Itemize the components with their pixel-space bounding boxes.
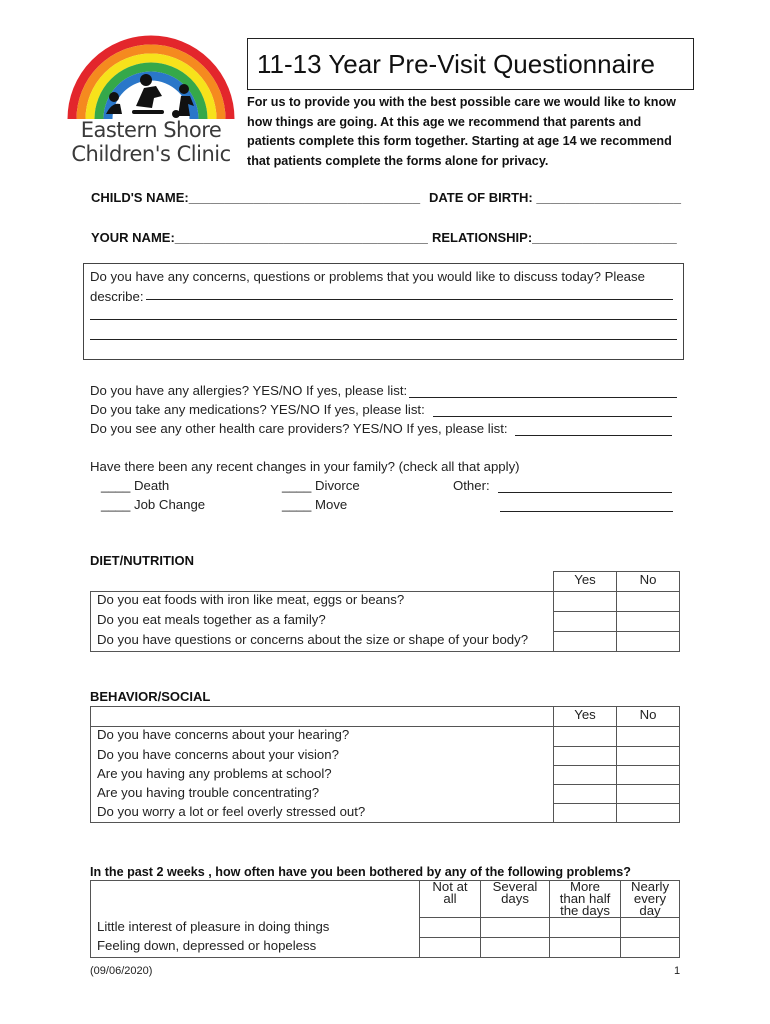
behavior-row-4-no[interactable] xyxy=(617,785,680,804)
phq-row-1: Little interest of pleasure in doing things xyxy=(91,918,420,938)
family-other-line-1[interactable] xyxy=(498,492,672,493)
diet-heading: DIET/NUTRITION xyxy=(90,553,194,568)
diet-row-2-yes[interactable] xyxy=(554,612,617,632)
phq-heading: In the past 2 weeks , how often have you been bothered by any of the following problems? xyxy=(90,865,631,879)
behavior-table xyxy=(90,706,680,823)
family-move-option[interactable]: ____ Move xyxy=(282,497,348,512)
rainbow-icon xyxy=(66,34,236,124)
relationship-field[interactable]: RELATIONSHIP:____________________ xyxy=(432,230,677,245)
behavior-row-4-yes[interactable] xyxy=(554,785,617,804)
logo-line-2: Children's Clinic xyxy=(71,142,231,166)
phq-col-several-days: Several days xyxy=(481,881,550,918)
family-divorce-option[interactable]: ____ Divorce xyxy=(282,478,360,493)
phq-col-nearly-every-day: Nearly every day xyxy=(621,881,680,918)
date-of-birth-field[interactable]: DATE OF BIRTH: ____________________ xyxy=(429,190,681,205)
logo-line-1: Eastern Shore xyxy=(80,118,222,142)
behavior-row-3: Are you having any problems at school? xyxy=(91,766,554,785)
concerns-prompt: Do you have any concerns, questions or problems that you would like to discuss today? Please describe: xyxy=(90,269,645,304)
page-number: 1 xyxy=(674,965,681,977)
diet-no-header: No xyxy=(617,572,680,592)
phq-row-1-several-days[interactable] xyxy=(481,918,550,938)
diet-row-2-no[interactable] xyxy=(617,612,680,632)
family-other-line-2[interactable] xyxy=(500,511,673,512)
diet-row-1: Do you eat foods with iron like meat, eggs or beans? xyxy=(91,592,554,612)
concerns-box[interactable] xyxy=(83,263,684,360)
family-changes-question: Have there been any recent changes in your family? (check all that apply) xyxy=(90,459,520,474)
providers-answer-line[interactable] xyxy=(515,435,672,436)
allergies-question: Do you have any allergies? YES/NO If yes, please list: xyxy=(90,383,408,398)
page-title: 11-13 Year Pre-Visit Questionnaire xyxy=(247,38,694,90)
family-other-label: Other: xyxy=(453,478,490,493)
phq-table xyxy=(90,880,680,958)
behavior-row-5: Do you worry a lot or feel overly stressed out? xyxy=(91,804,554,823)
behavior-row-4: Are you having trouble concentrating? xyxy=(91,785,554,804)
footer-date: (09/06/2020) xyxy=(90,965,153,977)
phq-row-1-more-than-half[interactable] xyxy=(550,918,621,938)
behavior-row-3-yes[interactable] xyxy=(554,766,617,785)
diet-row-2: Do you eat meals together as a family? xyxy=(91,612,554,632)
your-name-field[interactable]: YOUR NAME:___________________________________ xyxy=(91,230,428,245)
diet-row-1-yes[interactable] xyxy=(554,592,617,612)
behavior-row-1-no[interactable] xyxy=(617,727,680,747)
allergies-answer-line[interactable] xyxy=(409,397,677,398)
diet-row-3-no[interactable] xyxy=(617,632,680,652)
behavior-no-header: No xyxy=(617,707,680,727)
diet-yes-header: Yes xyxy=(554,572,617,592)
behavior-row-5-no[interactable] xyxy=(617,804,680,823)
diet-table xyxy=(90,571,680,652)
providers-question: Do you see any other health care providers? YES/NO If yes, please list: xyxy=(90,421,508,436)
behavior-yes-header: Yes xyxy=(554,707,617,727)
family-job-change-option[interactable]: ____ Job Change xyxy=(101,497,206,512)
phq-row-2-not-at-all[interactable] xyxy=(420,938,481,958)
behavior-row-1-yes[interactable] xyxy=(554,727,617,747)
phq-col-not-at-all: Not at all xyxy=(420,881,481,918)
diet-row-3-yes[interactable] xyxy=(554,632,617,652)
behavior-row-2: Do you have concerns about your vision? xyxy=(91,747,554,766)
concerns-line-3 xyxy=(90,339,677,340)
behavior-row-2-no[interactable] xyxy=(617,747,680,766)
family-death-option[interactable]: ____ Death xyxy=(101,478,170,493)
phq-row-1-nearly-every-day[interactable] xyxy=(621,918,680,938)
phq-row-2-nearly-every-day[interactable] xyxy=(621,938,680,958)
behavior-row-5-yes[interactable] xyxy=(554,804,617,823)
behavior-row-1: Do you have concerns about your hearing? xyxy=(91,727,554,747)
diet-row-3: Do you have questions or concerns about the size or shape of your body? xyxy=(91,632,554,652)
behavior-row-3-no[interactable] xyxy=(617,766,680,785)
intro-text: For us to provide you with the best possible care we would like to know how things are going. At this age we recommend that parents and patients complete this form together. Starting at age 14 we recommend that patients complete the forms alone for privacy. xyxy=(247,95,676,168)
phq-row-2-several-days[interactable] xyxy=(481,938,550,958)
phq-row-2-more-than-half[interactable] xyxy=(550,938,621,958)
concerns-line-2 xyxy=(90,319,677,320)
medications-question: Do you take any medications? YES/NO If yes, please list: xyxy=(90,402,425,417)
concerns-line-1 xyxy=(146,299,673,300)
medications-answer-line[interactable] xyxy=(433,416,672,417)
phq-row-2: Feeling down, depressed or hopeless xyxy=(91,938,420,958)
diet-row-1-no[interactable] xyxy=(617,592,680,612)
phq-col-more-than-half: More than half the days xyxy=(550,881,621,918)
phq-row-1-not-at-all[interactable] xyxy=(420,918,481,938)
behavior-row-2-yes[interactable] xyxy=(554,747,617,766)
behavior-heading: BEHAVIOR/SOCIAL xyxy=(90,689,211,704)
childs-name-field[interactable]: CHILD'S NAME:________________________________ xyxy=(91,190,421,205)
clinic-logo xyxy=(66,34,236,166)
